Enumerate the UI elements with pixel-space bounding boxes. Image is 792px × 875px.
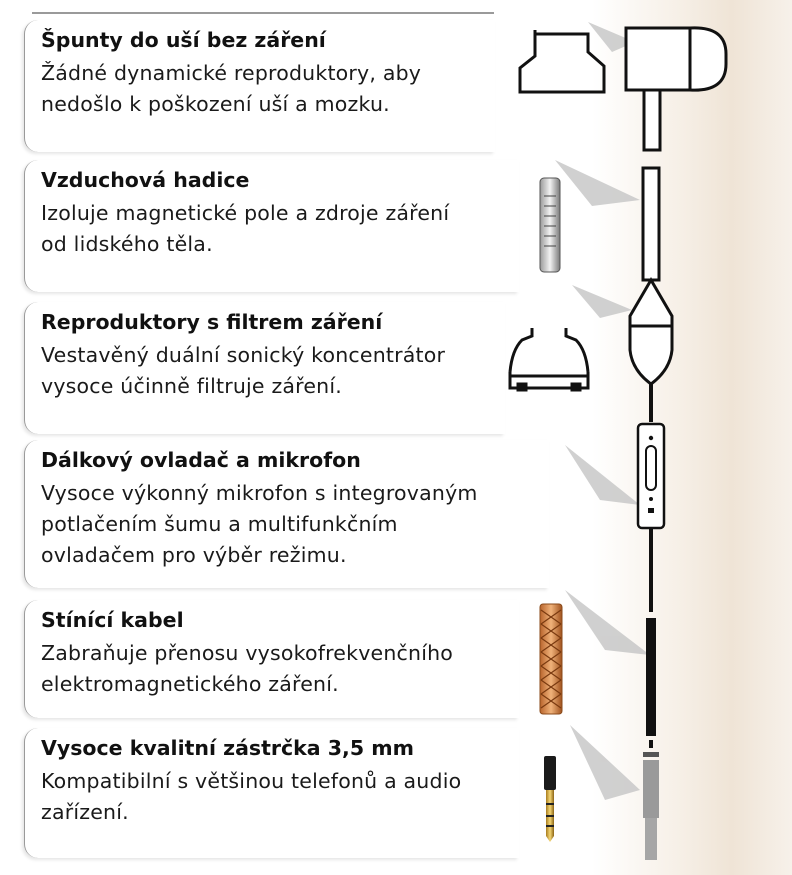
feature-title: Vzduchová hadice [41, 168, 250, 192]
earbud-head [626, 28, 726, 150]
feature-description: Izoluje magnetické pole a zdroje záření od lidského těla. [41, 201, 450, 256]
feature-title: Stínící kabel [41, 608, 184, 632]
feature-title: Špunty do uší bez záření [41, 28, 326, 52]
feature-description: Kompatibilní s většinou telefonů a audio zařízení. [41, 769, 462, 824]
feature-description: Žádné dynamické reproduktory, aby nedošlo k poškození uší a mozku. [41, 61, 422, 116]
feature-title: Reproduktory s filtrem záření [41, 310, 383, 334]
copper-cable-part [540, 604, 562, 714]
feature-title: Dálkový ovladač a mikrofon [41, 448, 361, 472]
remote-control [638, 424, 664, 528]
eartip-part [520, 30, 604, 92]
plug-tip [645, 818, 657, 860]
air-tube-body [643, 168, 659, 280]
feature-description: Vestavěný duální sonický koncentrátor vysoce účinně filtruje záření. [41, 343, 446, 398]
plug-body [643, 760, 659, 818]
air-tube-part [540, 178, 560, 272]
pointer-arrows [555, 22, 650, 800]
jack-part [544, 756, 556, 842]
feature-title: Vysoce kvalitní zástrčka 3,5 mm [41, 736, 414, 760]
cable-splitter [630, 280, 672, 384]
speaker-cone-part [510, 328, 588, 390]
feature-description: Zabraňuje přenosu vysokofrekvenčního elektromagnetického záření. [41, 641, 454, 696]
feature-description: Vysoce výkonný mikrofon s integrovaným potlačením šumu a multifunkčním ovladačem pro výběr režimu. [41, 481, 478, 567]
main-cable [646, 618, 656, 736]
